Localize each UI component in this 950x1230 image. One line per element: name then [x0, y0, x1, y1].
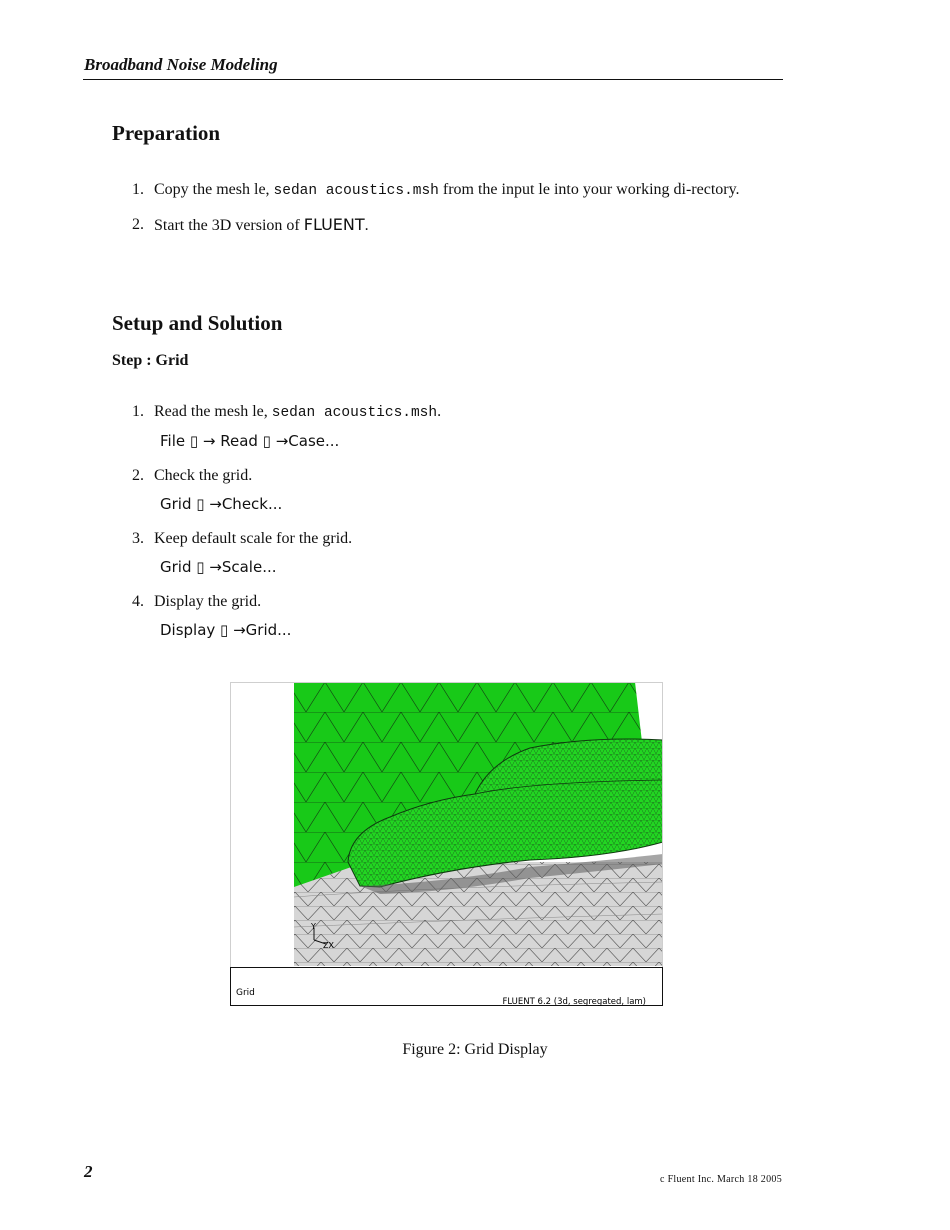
list-item — [132, 528, 784, 578]
menu-path: Grid ▯ →Scale... — [160, 558, 277, 576]
step-text: Read the mesh le, — [154, 403, 272, 420]
grid-display-figure — [230, 682, 663, 1006]
step-text: from the input le into your working di-rectory. — [438, 181, 740, 198]
page-footer: c Fluent Inc. March 18 2005 — [660, 1174, 782, 1185]
step-title: Step : Grid — [112, 352, 189, 369]
step-number: 2. — [132, 467, 144, 484]
step-number: 3. — [132, 530, 144, 547]
step-number: 1. — [132, 181, 144, 198]
setup-steps — [132, 401, 784, 641]
step-text: Copy the mesh le, — [154, 181, 274, 198]
axis-zx-label: ZX — [323, 941, 334, 950]
list-item — [132, 465, 784, 515]
grid-render — [230, 682, 663, 1006]
menu-path: Grid ▯ →Check... — [160, 495, 283, 513]
list-item — [132, 179, 784, 202]
list-item — [132, 214, 784, 237]
step-text: Start the 3D version of — [154, 217, 304, 234]
list-item — [132, 401, 784, 452]
file-name: sedan acoustics.msh — [273, 183, 439, 199]
app-name: FLUENT — [303, 215, 365, 234]
version-label: FLUENT 6.2 (3d, segregated, lam) — [502, 997, 646, 1006]
step-text: . — [437, 403, 442, 420]
preparation-heading: Preparation — [112, 121, 221, 145]
list-item — [132, 591, 784, 641]
step-number: 2. — [132, 216, 144, 233]
page-number: 2 — [84, 1162, 93, 1181]
figure-caption: Figure 2: Grid Display — [402, 1041, 548, 1058]
axis-y-label: Y — [311, 922, 316, 931]
step-text: Keep default scale for the grid. — [154, 530, 353, 547]
preparation-steps — [132, 179, 784, 237]
step-text: Display the grid. — [154, 593, 262, 610]
step-number: 1. — [132, 403, 144, 420]
menu-path: Display ▯ →Grid... — [160, 621, 292, 639]
step-text: Check the grid. — [154, 467, 253, 484]
step-number: 4. — [132, 593, 144, 610]
file-name: sedan acoustics.msh — [271, 405, 438, 421]
menu-path: File ▯ → Read ▯ →Case... — [160, 432, 340, 450]
step-text: . — [364, 217, 369, 234]
header-title: Broadband Noise Modeling — [84, 55, 278, 74]
panel-label: Grid — [236, 988, 255, 998]
setup-heading: Setup and Solution — [112, 311, 283, 335]
page-header — [83, 55, 783, 80]
